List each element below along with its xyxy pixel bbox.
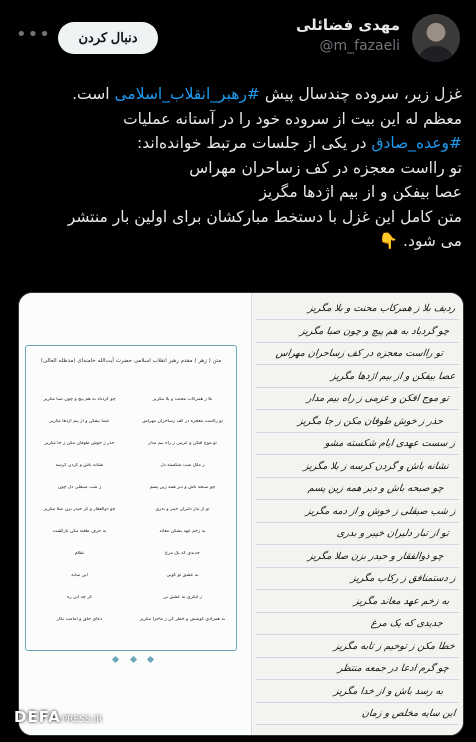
poem-hemistich-left: ز شب صیقلی دل چون bbox=[57, 484, 102, 490]
verse-line-2: عصا بیفکن و از بیم اژدها مگریز bbox=[259, 183, 462, 201]
tweet-text-span: غزل زیر، سروده چندسال پیش bbox=[259, 85, 462, 103]
handwritten-line: حذر ز خوش طوفان مکن ز جا مگریز bbox=[297, 415, 444, 427]
handwritten-line: چو صبحه باش و دیر همه زین پسم bbox=[306, 483, 444, 494]
tweet-media-image[interactable] bbox=[18, 292, 464, 736]
user-info[interactable] bbox=[296, 16, 400, 54]
ruled-line bbox=[256, 657, 459, 658]
ruled-line bbox=[256, 522, 459, 523]
hashtag-leader[interactable]: #رهبر_انقلاب_اسلامی bbox=[114, 85, 260, 103]
handwritten-line: به رسد باش و از خدا مگریز bbox=[332, 685, 444, 697]
poem-row bbox=[32, 608, 230, 630]
handwritten-line: تو موج افکن و عزمی ز راه بیم مدار bbox=[306, 393, 450, 404]
handwritten-line: عصا بیفکن و از بیم اژدها مگریز bbox=[330, 370, 456, 382]
tweet-line-4: متن کامل این غزل با دستخط مبارکشان برای اولین بار منتشر bbox=[67, 207, 462, 226]
ruled-line bbox=[256, 612, 459, 613]
tweet-text-span: در یکی از جلسات مرتبط خوانده‌اند: bbox=[137, 134, 372, 152]
tweet-line-5 bbox=[12, 229, 462, 254]
poem-row bbox=[32, 432, 230, 454]
verse-line-1: تو رااست معجزه در کف زساحران مهراس bbox=[189, 158, 462, 177]
handwritten-line: چو گردباد به هم پیچ و چون صبا مگریز bbox=[299, 325, 450, 337]
ruled-line bbox=[256, 409, 459, 410]
handwritten-line: ز سست عهدی ایام شکسته مشو bbox=[324, 438, 456, 449]
poem-row bbox=[32, 476, 230, 498]
poem-hemistich-right: بلا ز همرکاب محنت و بلا مگریز bbox=[152, 396, 213, 402]
poem-hemistich-right: ز ملک شب شکسته دل bbox=[160, 462, 205, 468]
poem-hemistich-left: حذر ز خوش طوفان مکن ز جا مگریز bbox=[44, 440, 115, 446]
ruled-line bbox=[256, 589, 459, 590]
handwritten-line: ز دستمنافق ز رکاب مگریز bbox=[349, 573, 456, 584]
tweet-header bbox=[10, 10, 466, 66]
handwritten-line: جدیدی که یک مرغ bbox=[370, 618, 444, 629]
poem-hemistich-right: تو از تبار دلیران خیبر و بدری bbox=[155, 506, 210, 512]
handwritten-line: این سایه مخلص و زمان bbox=[360, 708, 456, 719]
handwritten-line: چو گرم ادعا در جمعه منتظر bbox=[337, 663, 450, 674]
user-handle[interactable]: @m_fazaeli bbox=[319, 38, 400, 54]
poem-hemistich-right: چو صبحه باش و دیر همه زین پسم bbox=[149, 484, 216, 490]
tweet-line-3 bbox=[12, 131, 462, 156]
defapress-watermark-logo bbox=[14, 708, 102, 726]
poem-hemistich-left: چو گردباد به هم پیچ و چون صبا مگریز bbox=[43, 396, 116, 402]
follow-button[interactable]: دنبال کردن bbox=[58, 22, 158, 54]
poem-hemistich-right: ز لنگری به عشق بی bbox=[162, 594, 202, 600]
handwritten-line: نشانه باش و گردن کرسه ز بلا مگریز bbox=[303, 460, 450, 472]
poem-hemistich-right: به عشق تو گویی bbox=[166, 572, 199, 578]
poem-row bbox=[32, 520, 230, 542]
handwritten-line: تو از تبار دلیران خیبر و بدری bbox=[336, 528, 450, 539]
poem-hemistich-right: جدیدی که یک مرغ bbox=[165, 550, 200, 556]
poem-hemistich-left: نشانه باش و گردن کرسه bbox=[55, 462, 104, 468]
tweet-text-span: است. bbox=[72, 85, 115, 103]
poem-hemistich-left: گر چه این ره bbox=[66, 594, 93, 600]
ruled-line bbox=[256, 387, 459, 388]
handwritten-line: ردیف بلا ز همرکاب محنت و بلا مگریز bbox=[307, 303, 456, 314]
ruled-line bbox=[256, 634, 459, 635]
more-options-icon[interactable]: ••• bbox=[16, 24, 51, 45]
ruled-line bbox=[256, 364, 459, 365]
handwritten-line: تو رااست معجزه در کف زساحران مهراس bbox=[275, 348, 444, 359]
handwritten-line: خطا مکن ز توحیم ز تابه مگریز bbox=[333, 640, 456, 652]
hashtag-operation[interactable]: #وعده_صادق bbox=[371, 134, 462, 152]
ruled-line bbox=[256, 454, 459, 455]
tweet-text-span: می شود. bbox=[403, 232, 462, 250]
handwritten-manuscript bbox=[251, 293, 463, 735]
ruled-line bbox=[256, 499, 459, 500]
poem-row bbox=[32, 586, 230, 608]
poem-hemistich-left: این سایه bbox=[71, 572, 88, 578]
watermark-brand: DEFA bbox=[14, 708, 61, 726]
poem-hemistich-right: به همرادی کوشش و خطر کن ز ماجرا مگریز bbox=[139, 616, 226, 622]
ruled-line bbox=[256, 724, 459, 725]
poem-row bbox=[32, 542, 230, 564]
ruled-line bbox=[256, 567, 459, 568]
poem-row bbox=[32, 410, 230, 432]
poem-row bbox=[32, 498, 230, 520]
poem-hemistich-left: دعای خلق و امامت نگار bbox=[56, 616, 103, 622]
poem-hemistich-left: چو ذوالفقار و گر حیدر بزن صلا مگریز bbox=[43, 506, 116, 512]
ruled-line bbox=[256, 477, 459, 478]
ruled-line bbox=[256, 319, 459, 320]
poem-row bbox=[32, 454, 230, 476]
handwritten-line: ز شب صیقلی ز خوش و از دمه مگریز bbox=[304, 505, 456, 517]
poem-hemistich-left: عصا بیفکن و از بیم اژدها مگریز bbox=[49, 418, 110, 424]
poem-verses bbox=[32, 388, 230, 630]
ornament bbox=[113, 657, 153, 663]
tweet-line-2: معظم له این بیت از سروده خود را در آستانه عملیات bbox=[123, 109, 462, 128]
avatar[interactable] bbox=[412, 14, 460, 62]
poem-row bbox=[32, 388, 230, 410]
display-name[interactable]: مهدی فضائلی bbox=[296, 16, 400, 34]
poem-hemistich-right: به زخم عهد بشکن معاند bbox=[159, 528, 206, 534]
watermark-site: PRESS.IR bbox=[61, 715, 103, 725]
poem-hemistich-left: نظام bbox=[74, 550, 85, 556]
poem-row bbox=[32, 564, 230, 586]
poem-title: متن ( زهر ) مقدم رهبر انقلاب اسلامی حضرت آیت‌الله خامنه‌ای (مدظله العالی) bbox=[40, 358, 222, 364]
ruled-line bbox=[256, 432, 459, 433]
tweet-text bbox=[12, 82, 462, 254]
ruled-line bbox=[256, 544, 459, 545]
poem-frame bbox=[25, 345, 237, 651]
handwritten-line: چو ذوالفقار و حیدر بزن صلا مگریز bbox=[306, 550, 444, 562]
handwritten-line: به زخم عهد معاند مگریز bbox=[352, 595, 450, 607]
ruled-line bbox=[256, 702, 459, 703]
poem-hemistich-right: تو رااست معجزه در کف زساحران مهراس bbox=[142, 418, 223, 424]
ruled-line bbox=[256, 679, 459, 680]
poem-hemistich-right: تو موج افکن و عزمی ز راه بیم مدار bbox=[148, 440, 217, 446]
pointing-down-emoji-icon: 👇 bbox=[378, 232, 399, 250]
ruled-line bbox=[256, 342, 459, 343]
printed-poem-page bbox=[19, 293, 251, 735]
tweet-line-1 bbox=[12, 82, 462, 107]
poem-hemistich-left: به حرف طعنه مکن بازگشت bbox=[52, 528, 107, 534]
